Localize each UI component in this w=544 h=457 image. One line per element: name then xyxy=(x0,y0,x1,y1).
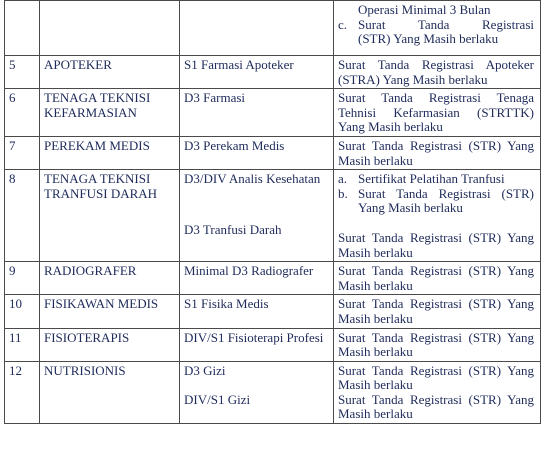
table-row xyxy=(5,295,541,328)
education-text: D3/DIV Analis Kesehatan xyxy=(184,171,321,187)
education-cell: S1 Farmasi Apoteker xyxy=(180,56,334,89)
doc-item-text: Surat Tanda Registrasi xyxy=(358,16,534,32)
doc-item-text: (STR) Yang Masih berlaku xyxy=(358,31,499,47)
doc-text: Surat Tanda Registrasi (STR) Yang Masih berlaku xyxy=(338,362,534,393)
list-marker: c. xyxy=(338,16,348,32)
no-cell: 11 xyxy=(5,328,40,361)
doc-item-text: Surat Tanda Registrasi (STR) Yang Masih berlaku xyxy=(358,185,534,216)
education-cell: DIV/S1 Fisioterapi Profesi xyxy=(180,328,334,361)
no-cell: 6 xyxy=(5,89,40,137)
table-row xyxy=(5,1,541,56)
no-cell: 9 xyxy=(5,262,40,295)
education-cell: Minimal D3 Radiografer xyxy=(180,262,334,295)
education-text: DIV/S1 Gizi xyxy=(184,392,251,408)
education-text: D3 Gizi xyxy=(184,362,226,378)
education-cell: D3 Perekam Medis xyxy=(180,136,334,169)
table-row xyxy=(5,56,541,89)
document-cell xyxy=(334,1,541,56)
doc-list-item xyxy=(338,187,534,216)
education-cell xyxy=(180,361,334,423)
document-cell xyxy=(334,361,541,423)
document-cell: Surat Tanda Registrasi (STR) Yang Masih berlaku xyxy=(334,328,541,361)
list-marker: b. xyxy=(338,185,348,201)
doc-text: Surat Tanda Registrasi (STR) Yang Masih berlaku xyxy=(338,391,534,422)
no-cell: 10 xyxy=(5,295,40,328)
job-cell xyxy=(40,1,180,56)
table-row xyxy=(5,262,541,295)
job-cell: FISIOTERAPIS xyxy=(40,328,180,361)
education-text: D3 Tranfusi Darah xyxy=(184,221,282,237)
job-cell: APOTEKER xyxy=(40,56,180,89)
doc-list-item xyxy=(338,18,534,47)
no-cell: 7 xyxy=(5,136,40,169)
list-marker: a. xyxy=(338,171,348,187)
no-cell: 5 xyxy=(5,56,40,89)
job-cell: TENAGA TEKNISI KEFARMASIAN xyxy=(40,89,180,137)
document-cell: Surat Tanda Registrasi (STR) Yang Masih berlaku xyxy=(334,295,541,328)
education-cell: D3 Farmasi xyxy=(180,89,334,137)
no-cell xyxy=(5,1,40,56)
requirements-table xyxy=(4,0,541,424)
table-row xyxy=(5,328,541,361)
no-cell: 8 xyxy=(5,170,40,262)
document-cell: Surat Tanda Registrasi (STR) Yang Masih berlaku xyxy=(334,262,541,295)
job-cell: FISIKAWAN MEDIS xyxy=(40,295,180,328)
document-cell: Surat Tanda Registrasi Tenaga Tehnisi Kefarmasian (STRTTK) Yang Masih berlaku xyxy=(334,89,541,137)
table-row xyxy=(5,89,541,137)
job-cell: RADIOGRAFER xyxy=(40,262,180,295)
education-cell: S1 Fisika Medis xyxy=(180,295,334,328)
doc-item-text: Sertifikat Pelatihan Tranfusi xyxy=(358,171,505,187)
education-cell xyxy=(180,1,334,56)
job-cell: PEREKAM MEDIS xyxy=(40,136,180,169)
job-cell: NUTRISIONIS xyxy=(40,361,180,423)
doc-list-item xyxy=(338,172,534,187)
no-cell: 12 xyxy=(5,361,40,423)
document-cell: Surat Tanda Registrasi Apoteker (STRA) Yang Masih berlaku xyxy=(334,56,541,89)
doc-text: Surat Tanda Registrasi (STR) Yang Masih berlaku xyxy=(338,229,534,260)
table-row xyxy=(5,136,541,169)
table-row xyxy=(5,170,541,262)
document-cell: Surat Tanda Registrasi (STR) Yang Masih berlaku xyxy=(334,136,541,169)
table-row xyxy=(5,361,541,423)
education-cell xyxy=(180,170,334,262)
doc-continuation-text: Operasi Minimal 3 Bulan xyxy=(358,2,491,17)
document-cell xyxy=(334,170,541,262)
job-cell: TENAGA TEKNISI TRANFUSI DARAH xyxy=(40,170,180,262)
